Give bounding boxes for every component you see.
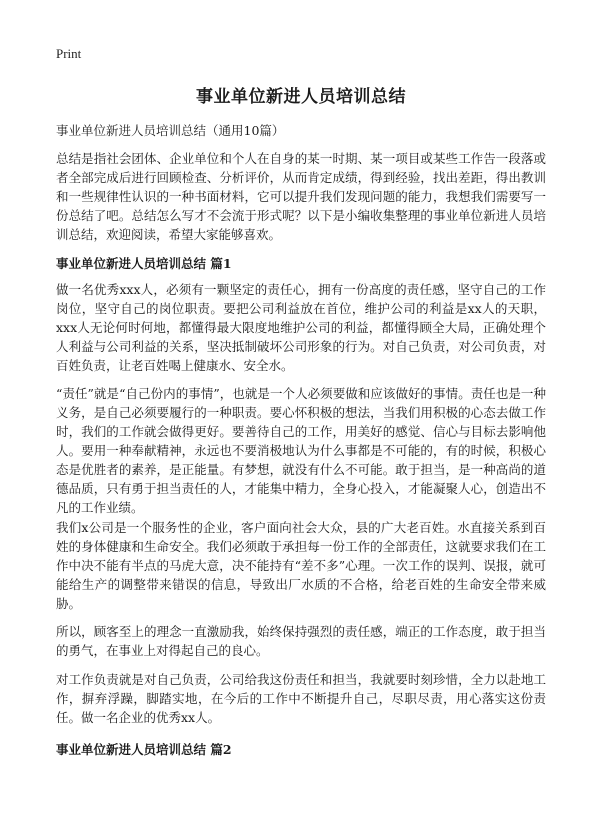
section-1-paragraph-5: 对工作负责就是对自己负责，公司给我这份责任和担当，我就要时刻珍惜，全力以赴地工作，摒弃浮躁，脚踏实地，在今后的工作中不断提升自己，尽职尽责，用心落实这份责任。做一名企业的优秀xx人。 xyxy=(56,672,546,725)
section-heading-1: 事业单位新进人员培训总结 篇1 xyxy=(56,256,232,271)
section-heading-2: 事业单位新进人员培训总结 篇2 xyxy=(56,742,232,757)
section-1-paragraph-2: “责任”就是“自己份内的事情”，也就是一个人必须要做和应该做好的事情。责任也是一种义务，是自己必须要履行的一种职责。要心怀积极的想法，当我们用积极的心态去做工作时，我们的工作就会做得更好。要善待自己的工作，用美好的感觉、信心与目标去影响他人。要用一种奉献精神，永远也不要消极地认为什么事都是不可能的，有的时候，积极心态是优胜者的素养，是正能量。有梦想，就没有什么不可能。敢于担当，是一种高尚的道德品质，只有勇于担当责任的人，才能集中精力，全身心投入，才能凝聚人心，创造出不凡的工作业绩。 xyxy=(56,386,546,515)
section-1-paragraph-1: 做一名优秀xxx人，必须有一颗坚定的责任心，拥有一份高度的责任感，坚守自己的工作岗位，坚守自己的岗位职责。要把公司利益放在首位，维护公司的利益是xx人的天职，xxx人无论何时何地，都懂得最大限度地维护公司的利益，都懂得顾全大局，正确处理个人利益与公司利益的关系，坚决抵制破坏公司形象的行为。对自己负责，对公司负责，对百姓负责，让老百姓喝上健康水、安全水。 xyxy=(56,282,546,373)
document-subtitle: 事业单位新进人员培训总结（通用10篇） xyxy=(56,123,285,138)
print-link[interactable]: Print xyxy=(56,46,82,61)
section-1-paragraph-3: 我们x公司是一个服务性的企业，客户面向社会大众，县的广大老百姓。水直接关系到百姓的身体健康和生命安全。我们必须敢于承担每一份工作的全部责任，这就要求我们在工作中决不能有半点的马虎大意，决不能持有“差不多”心理。一次工作的误判、误报，就可能给生产的调整带来错误的信息，导致出厂水质的不合格，给老百姓的生命安全带来威胁。 xyxy=(56,520,546,611)
page-title: 事业单位新进人员培训总结 xyxy=(196,87,406,107)
intro-paragraph: 总结是指社会团体、企业单位和个人在自身的某一时期、某一项目或某些工作告一段落或者全部完成后进行回顾检查、分析评价，从而肯定成绩，得到经验，找出差距，得出教训和一些规律性认识的一种书面材料，它可以提升我们发现问题的能力，我想我们需要写一份总结了吧。总结怎么写才不会流于形式呢？以下是小编收集整理的事业单位新进人员培训总结，欢迎阅读，希望大家能够喜欢。 xyxy=(56,151,546,242)
section-1-paragraph-4: 所以，顾客至上的理念一直激励我，始终保持强烈的责任感，端正的工作态度，敢于担当的勇气，在事业上对得起自己的良心。 xyxy=(56,624,546,658)
